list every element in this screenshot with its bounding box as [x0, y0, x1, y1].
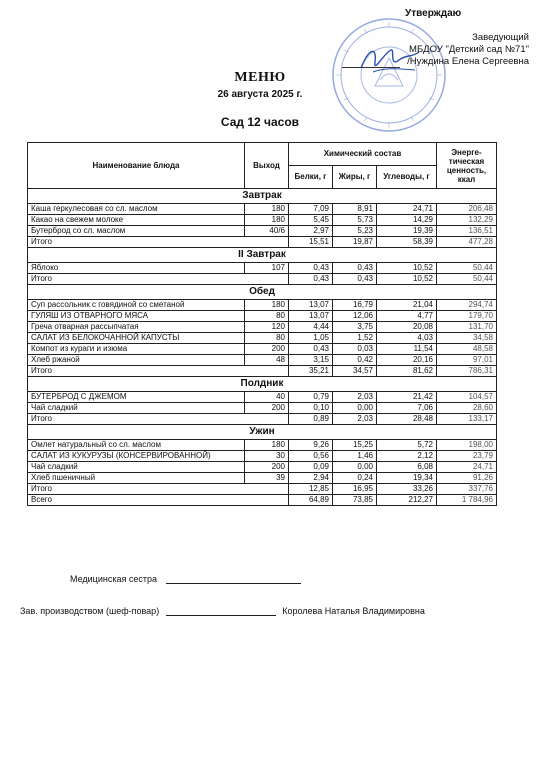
dish-carbs: 19,39: [377, 226, 437, 237]
dish-carbs: 21,42: [377, 392, 437, 403]
dish-proteins: 3,15: [289, 355, 333, 366]
header-proteins: Белки, г: [289, 166, 333, 189]
menu-date: 26 августа 2025 г.: [217, 89, 303, 100]
grand-total-proteins: 64,89: [289, 495, 333, 506]
dish-proteins: 13,07: [289, 311, 333, 322]
chef-name: Королева Наталья Владимировна: [282, 606, 425, 616]
dish-proteins: 2,94: [289, 473, 333, 484]
total-row: [28, 274, 497, 285]
table-row: [28, 300, 497, 311]
total-proteins: 35,21: [289, 366, 333, 377]
total-carbs: 81,62: [377, 366, 437, 377]
dish-fats: 3,75: [333, 322, 377, 333]
header-yield: Выход: [245, 143, 289, 189]
dish-energy: 28,60: [437, 403, 497, 414]
table-row: [28, 333, 497, 344]
total-carbs: 10,52: [377, 274, 437, 285]
dish-fats: 2,03: [333, 392, 377, 403]
nurse-label: Медицинская сестра: [70, 574, 157, 584]
dish-name: Чай сладкий: [28, 403, 245, 414]
total-proteins: 15,51: [289, 237, 333, 248]
total-fats: 16,95: [333, 484, 377, 495]
dish-proteins: 1,05: [289, 333, 333, 344]
total-row: [28, 366, 497, 377]
header-energy: Энерге-тическая ценность, ккал: [437, 143, 497, 189]
table-row: [28, 440, 497, 451]
dish-carbs: 11,54: [377, 344, 437, 355]
total-label: Итого: [28, 366, 289, 377]
menu-table: [27, 142, 497, 506]
dish-energy: 97,01: [437, 355, 497, 366]
dish-fats: 8,91: [333, 204, 377, 215]
dish-yield: 40: [245, 392, 289, 403]
table-row: [28, 344, 497, 355]
dish-energy: 23,79: [437, 451, 497, 462]
approval-signature-line: [342, 67, 400, 68]
dish-fats: 15,25: [333, 440, 377, 451]
dish-fats: 0,00: [333, 403, 377, 414]
grand-total-carbs: 212,27: [377, 495, 437, 506]
dish-energy: 131,70: [437, 322, 497, 333]
section-title: II Завтрак: [28, 248, 497, 263]
chef-label: Зав. производством (шеф-повар): [20, 606, 160, 616]
dish-proteins: 2,97: [289, 226, 333, 237]
dish-energy: 91,26: [437, 473, 497, 484]
dish-energy: 104,57: [437, 392, 497, 403]
approval-org: МБДОУ "Детский сад №71": [409, 44, 529, 55]
dish-energy: 294,74: [437, 300, 497, 311]
dish-carbs: 20,08: [377, 322, 437, 333]
page-title: МЕНЮ: [234, 70, 286, 85]
section-row: [28, 248, 497, 263]
grand-total-fats: 73,85: [333, 495, 377, 506]
dish-name: ГУЛЯШ ИЗ ОТВАРНОГО МЯСА: [28, 311, 245, 322]
dish-name: Яблоко: [28, 263, 245, 274]
dish-fats: 16,79: [333, 300, 377, 311]
header-carbs: Углеводы, г: [377, 166, 437, 189]
dish-name: Хлеб ржаной: [28, 355, 245, 366]
total-fats: 19,87: [333, 237, 377, 248]
dish-carbs: 19,34: [377, 473, 437, 484]
total-row: [28, 237, 497, 248]
dish-carbs: 5,72: [377, 440, 437, 451]
dish-proteins: 7,09: [289, 204, 333, 215]
total-proteins: 12,85: [289, 484, 333, 495]
dish-yield: 39: [245, 473, 289, 484]
dish-energy: 24,71: [437, 462, 497, 473]
dish-yield: 180: [245, 300, 289, 311]
total-energy: 133,17: [437, 414, 497, 425]
dish-yield: 180: [245, 215, 289, 226]
dish-yield: 200: [245, 344, 289, 355]
dish-carbs: 4,77: [377, 311, 437, 322]
menu-group: Сад 12 часов: [220, 115, 300, 129]
dish-proteins: 13,07: [289, 300, 333, 311]
table-row: [28, 473, 497, 484]
dish-energy: 198,00: [437, 440, 497, 451]
dish-carbs: 20,16: [377, 355, 437, 366]
dish-yield: 180: [245, 440, 289, 451]
dish-proteins: 0,10: [289, 403, 333, 414]
dish-yield: 120: [245, 322, 289, 333]
grand-total-row: [28, 495, 497, 506]
header-fats: Жиры, г: [333, 166, 377, 189]
dish-proteins: 0,43: [289, 263, 333, 274]
total-energy: 337,76: [437, 484, 497, 495]
table-row: [28, 403, 497, 414]
dish-name: Греча отварная рассыпчатая: [28, 322, 245, 333]
dish-name: Бутерброд со сл. маслом: [28, 226, 245, 237]
total-label: Итого: [28, 484, 289, 495]
dish-fats: 1,46: [333, 451, 377, 462]
dish-carbs: 4,03: [377, 333, 437, 344]
dish-yield: 200: [245, 462, 289, 473]
dish-fats: 5,23: [333, 226, 377, 237]
dish-fats: 0,03: [333, 344, 377, 355]
dish-proteins: 0,09: [289, 462, 333, 473]
dish-name: Каша геркулесовая со сл. маслом: [28, 204, 245, 215]
dish-energy: 206,48: [437, 204, 497, 215]
total-carbs: 33,26: [377, 484, 437, 495]
table-row: [28, 355, 497, 366]
approval-name: /Нуждина Елена Сергеевна: [407, 56, 529, 67]
dish-name: Суп рассольник с говядиной со сметаной: [28, 300, 245, 311]
total-fats: 2,03: [333, 414, 377, 425]
grand-total-label: Всего: [28, 495, 289, 506]
dish-carbs: 6,08: [377, 462, 437, 473]
dish-yield: 200: [245, 403, 289, 414]
table-row: [28, 226, 497, 237]
total-proteins: 0,43: [289, 274, 333, 285]
dish-name: Компот из кураги и изюма: [28, 344, 245, 355]
dish-yield: 80: [245, 311, 289, 322]
total-proteins: 0,89: [289, 414, 333, 425]
dish-proteins: 0,79: [289, 392, 333, 403]
section-row: [28, 425, 497, 440]
dish-yield: 80: [245, 333, 289, 344]
header-chem: Химический состав: [289, 143, 437, 166]
dish-fats: 1,52: [333, 333, 377, 344]
approval-block: [407, 32, 529, 68]
total-carbs: 58,39: [377, 237, 437, 248]
table-row: [28, 322, 497, 333]
total-label: Итого: [28, 237, 289, 248]
dish-energy: 50,44: [437, 263, 497, 274]
header-dish: Наименование блюда: [28, 143, 245, 189]
total-row: [28, 414, 497, 425]
dish-proteins: 9,26: [289, 440, 333, 451]
section-title: Полдник: [28, 377, 497, 392]
dish-name: САЛАТ ИЗ КУКУРУЗЫ (КОНСЕРВИРОВАННОЙ): [28, 451, 245, 462]
dish-yield: 40/6: [245, 226, 289, 237]
dish-carbs: 24,71: [377, 204, 437, 215]
total-row: [28, 484, 497, 495]
total-energy: 786,31: [437, 366, 497, 377]
dish-fats: 0,42: [333, 355, 377, 366]
dish-name: Омлет натуральный со сл. маслом: [28, 440, 245, 451]
total-carbs: 28,48: [377, 414, 437, 425]
section-title: Завтрак: [28, 189, 497, 204]
dish-carbs: 7,06: [377, 403, 437, 414]
dish-name: САЛАТ ИЗ БЕЛОКОЧАННОЙ КАПУСТЫ: [28, 333, 245, 344]
dish-yield: 107: [245, 263, 289, 274]
total-label: Итого: [28, 274, 289, 285]
dish-yield: 48: [245, 355, 289, 366]
dish-name: Хлеб пшеничный: [28, 473, 245, 484]
grand-total-energy: 1 784,96: [437, 495, 497, 506]
nurse-signature-line: [166, 583, 301, 584]
dish-carbs: 2,12: [377, 451, 437, 462]
chef-signature-row: [20, 606, 425, 616]
dish-fats: 0,00: [333, 462, 377, 473]
total-fats: 34,57: [333, 366, 377, 377]
total-label: Итого: [28, 414, 289, 425]
dish-yield: 30: [245, 451, 289, 462]
table-row: [28, 263, 497, 274]
dish-name: Чай сладкий: [28, 462, 245, 473]
dish-energy: 179,70: [437, 311, 497, 322]
section-title: Ужин: [28, 425, 497, 440]
section-row: [28, 189, 497, 204]
menu-body: [28, 189, 497, 506]
section-title: Обед: [28, 285, 497, 300]
dish-energy: 136,51: [437, 226, 497, 237]
table-row: [28, 451, 497, 462]
dish-energy: 48,58: [437, 344, 497, 355]
dish-carbs: 14,29: [377, 215, 437, 226]
dish-fats: 0,24: [333, 473, 377, 484]
table-row: [28, 462, 497, 473]
dish-proteins: 5,45: [289, 215, 333, 226]
table-row: [28, 215, 497, 226]
dish-fats: 5,73: [333, 215, 377, 226]
dish-energy: 132,29: [437, 215, 497, 226]
table-row: [28, 204, 497, 215]
dish-fats: 0,43: [333, 263, 377, 274]
table-row: [28, 392, 497, 403]
total-energy: 50,44: [437, 274, 497, 285]
table-row: [28, 311, 497, 322]
section-row: [28, 285, 497, 300]
section-row: [28, 377, 497, 392]
dish-yield: 180: [245, 204, 289, 215]
dish-proteins: 0,43: [289, 344, 333, 355]
dish-name: БУТЕРБРОД С ДЖЕМОМ: [28, 392, 245, 403]
dish-energy: 34,58: [437, 333, 497, 344]
dish-carbs: 21,04: [377, 300, 437, 311]
approval-position: Заведующий: [472, 32, 529, 43]
dish-carbs: 10,52: [377, 263, 437, 274]
dish-name: Какао на свежем молоке: [28, 215, 245, 226]
chef-signature-line: [166, 615, 276, 616]
total-fats: 0,43: [333, 274, 377, 285]
dish-proteins: 0,56: [289, 451, 333, 462]
dish-fats: 12,06: [333, 311, 377, 322]
approval-label: Утверждаю: [405, 8, 462, 19]
nurse-signature-row: [70, 574, 301, 584]
dish-proteins: 4,44: [289, 322, 333, 333]
total-energy: 477,28: [437, 237, 497, 248]
